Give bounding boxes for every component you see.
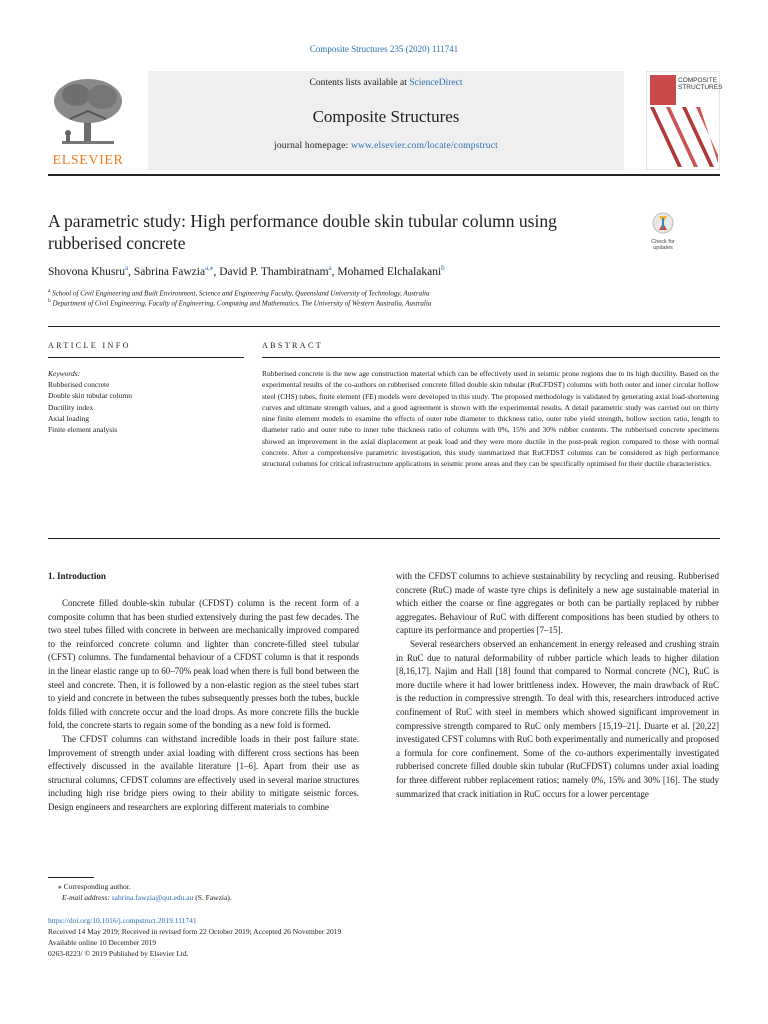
cover-title-line1: COMPOSITE [678, 77, 718, 84]
journal-cover-thumbnail[interactable] [646, 71, 723, 170]
journal-banner [148, 71, 624, 170]
copyright: 0263-8223/ © 2019 Published by Elsevier Ltd. [48, 949, 189, 958]
divider [48, 326, 720, 327]
received-dates: Received 14 May 2019; Received in revised form 22 October 2019; Accepted 26 November 2019 [48, 927, 342, 936]
tree-logo-icon [48, 75, 128, 151]
body-column-left [48, 597, 359, 815]
body-paragraph: with the CFDST columns to achieve sustainability by recycling and reusing. Rubberised concrete (RuC) made of waste tyre chips is definitely a new age sustainable material in which either the coarse or fine aggregates or both can be partially replaced by rubber aggregates. Behaviour of RuC with different compositions has been studied by others to capture its performance and properties [7–15]. [396, 571, 719, 636]
author-name[interactable]: Shovona Khusru [48, 265, 125, 278]
author-affiliation-mark[interactable]: a [125, 264, 129, 272]
email-link[interactable]: sabrina.fawzia@qut.edu.au [111, 893, 194, 902]
abstract-text: Rubberised concrete is the new age construction material which can be effectively used in seismic prone regions due to its high ductility. Based on the experimental results of the co-authors on rubberised concrete filled double skin tubular (RuCFDST) columns with both outer and inner circular hollow steel (CHS) tubes, finite element (FE) models were developed in this study. The proposed methodology is validated by generating axial load-shortening curves and ultimate strength values, and a good agreement is shown with the experimental results. A detail parametric study was carried out on thirty nine finite element models to examine the effects of outer tube diameter to thickness ratio, outer tube yield strength, hollow section ratio, length to diameter ratio and outer tube to inner tube thickness ratio of columns with 0%, 15% and 30% rubber contents. The rubberised concrete specimens showed an improvement in the axial displacement at peak load and they were more ductile in the post-peak region compared to those with normal concrete. After a comprehensive parametric investigation, this study summarized that RuCFDST columns can be considered as high performance structural columns for critical infrastructure applications in seismic prone areas and they can be specifically optimised for their ductile characteristics. [262, 369, 719, 469]
divider [48, 357, 244, 358]
author-name[interactable]: Mohamed Elchalakani [337, 265, 442, 278]
keyword: Rubberised concrete [48, 380, 110, 390]
abstract-heading: ABSTRACT [262, 341, 323, 350]
homepage-link[interactable]: www.elsevier.com/locate/compstruct [350, 141, 498, 151]
article-info-heading: ARTICLE INFO [48, 341, 131, 350]
section-heading: 1. Introduction [48, 571, 106, 581]
affiliation: $^a$ School of Civil Engineering and Built Environment, Science and Engineering Faculty, Queensland University of Technology, Australia [48, 288, 430, 298]
author-name[interactable]: Sabrina Fawzia [133, 265, 206, 278]
elsevier-logo[interactable] [48, 75, 128, 170]
keywords-block [48, 368, 218, 435]
body-paragraph: Several researchers observed an enhancement in energy released and crushing strain in RuC due to natural deformability of rubber particle which leads to higher dilation [8,16,17]. Najim and Hall [18] found that compared to Normal concrete (NC), RuC is more ductile where it had lower brittleness index. However, the main drawback of RuC is the reduction in compressive strength. To deal with this, researchers introduced active confinement of RuC with steel in members which showed significant improvement in compressive strength compared to RuC only members [15,19–21]. Duarte et al. [20,22] investigated CFST columns with RuC both experimentally and numerically and proposed a formula for core confinement. Some of the co-authors experimentally investigated rubberised concrete filled double skin tubular (RuCFDST) columns under axial loading for three different rubber replacement ratios; namely 0%, 15% and 30% [16]. The study summarized that crack initiation in RuC occurs for a lower percentage [396, 638, 719, 799]
divider [262, 357, 720, 358]
body-paragraph: Concrete filled double-skin tubular (CFDST) column is the recent form of a composite column that has been studied extensively during the past few decades. The two steel tubes filled with concrete in between are mechanically improved compared to the reinforced concrete column and lighter than concrete-filled steel tubular (CFST) columns. The fundamental behaviour of a CFDST column is that it responds in the linear elastic range up to 60–70% peak load when there is full bond between the steel and concrete. Then, it is followed by a non-elastic region as the steel tubes start to yield and concrete in between the tubes subsequently presses both the tubes, buckle folds filled with concrete occur and the load drops. As more concrete fills the buckle fold, the concrete starts to regain some of the bonding as a new fold is formed. [48, 598, 359, 731]
publication-info [48, 915, 341, 959]
divider [48, 538, 720, 539]
journal-masthead [48, 71, 723, 170]
doi-link[interactable]: https://doi.org/10.1016/j.compstruct.2019.111741 [48, 916, 197, 925]
keywords-label: Keywords: [48, 369, 81, 378]
affiliation: $^b$ Department of Civil Engineering, Faculty of Engineering, Computing and Mathematics, The University of Western Australia, Australia [48, 298, 432, 308]
sciencedirect-link[interactable]: ScienceDirect [409, 78, 463, 88]
author-name[interactable]: David P. Thambiratnam [219, 265, 329, 278]
check-for-updates-badge[interactable]: Check for updates [648, 212, 678, 252]
journal-citation[interactable]: Composite Structures 235 (2020) 111741 [309, 44, 459, 54]
keyword: Finite element analysis [48, 425, 118, 435]
masthead-rule [48, 174, 720, 176]
body-column-right [396, 570, 719, 801]
online-date: Available online 10 December 2019 [48, 938, 157, 947]
cover-title-line2: STRUCTURES [678, 84, 723, 91]
contents-line: Contents lists available at ScienceDirect [309, 78, 463, 88]
journal-title: Composite Structures [312, 107, 460, 126]
footnote-rule [48, 877, 94, 878]
crossmark-icon [651, 212, 675, 234]
journal-homepage: journal homepage: www.elsevier.com/locate/compstruct [274, 141, 498, 151]
author-affiliation-mark[interactable]: a,⁎ [205, 264, 214, 272]
article-title: A parametric study: High performance double skin tubular column using rubberised concrete [48, 211, 557, 253]
author-affiliation-mark[interactable]: a [328, 264, 332, 272]
footnote: ⁎ Corresponding author. E-mail address: sabrina.fawzia@qut.edu.au (S. Fawzia). [58, 882, 232, 902]
author-list: Shovona Khusru$^a$, Sabrina Fawzia$^{a,⁎}$, David P. Thambiratnam$^a$, Mohamed Elchalakani$^b$ [48, 264, 445, 278]
body-paragraph: The CFDST columns can withstand incredible loads in their post failure state. Improvement of strength under axial loading with different cross sections has been effectively discussed in the available literature [1–6]. Apart from their use as structural columns, CFDST columns are effectively used in several marine structures including high rise bridge piers owing to their ability to mitigate seismic forces. Design engineers and researchers are exploring different materials to combine [48, 733, 359, 812]
keyword: Double skin tubular column [48, 391, 132, 401]
author-affiliation-mark[interactable]: b [441, 264, 445, 272]
publisher-wordmark: ELSEVIER [52, 153, 124, 168]
keyword: Axial loading [48, 413, 90, 423]
keyword: Ductility index [48, 402, 94, 412]
